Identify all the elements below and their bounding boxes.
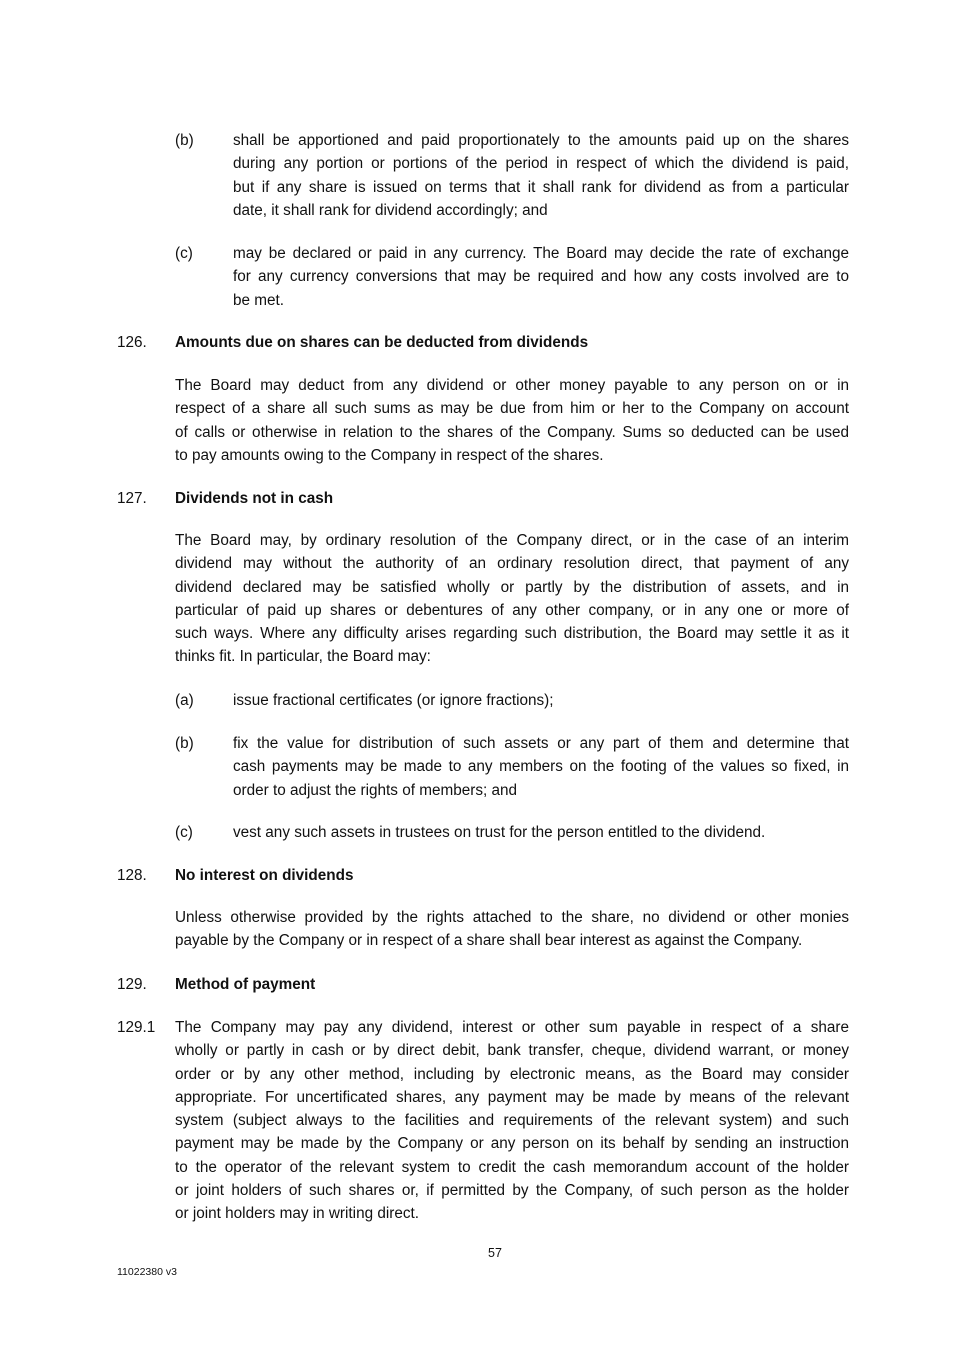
page-number: 57 [488, 1246, 502, 1260]
section-heading: Dividends not in cash [175, 490, 334, 507]
item-text: shall be apportioned and paid proportionately to the amounts paid up on the shares during any portion or portions of the period in respect of which the dividend is paid, but if any share is issued on terms that it shall rank for dividend as from a particular date, it shall rank for dividend accordingly; and [233, 132, 849, 219]
item-text: issue fractional certificates (or ignore fractions); [233, 692, 554, 709]
subclause-number: 129.1 [117, 1019, 156, 1036]
section-heading: Amounts due on shares can be deducted from dividends [175, 334, 589, 351]
item-label: (b) [175, 132, 194, 149]
section-number: 128. [117, 867, 147, 884]
section-heading: Method of payment [175, 976, 316, 993]
section-body: The Board may, by ordinary resolution of the Company direct, or in the case of an interim dividend may without the authority of an ordinary resolution direct, that payment of any dividend declared may be satisfied wholly or partly by the distribution of assets, and in particular of paid up shares or debentures of any other company, or in any one or more of such ways. Where any difficulty arises regarding such distribution, the Board may settle it as it thinks fit. In particular, the Board may: [175, 532, 849, 666]
item-label: (b) [175, 735, 194, 752]
item-label: (c) [175, 824, 193, 841]
document-reference: 11022380 v3 [117, 1266, 177, 1278]
section-number: 129. [117, 976, 147, 993]
item-label: (a) [175, 692, 194, 709]
section-number: 126. [117, 334, 147, 351]
section-body: Unless otherwise provided by the rights attached to the share, no dividend or other monies payable by the Company or in respect of a share shall bear interest as against the Company. [175, 909, 849, 950]
item-text: fix the value for distribution of such assets or any part of them and determine that cash payments may be made to any members on the footing of the values so fixed, in order to adjust the rights of members; and [233, 735, 849, 799]
subclause-text: The Company may pay any dividend, interest or other sum payable in respect of a share wholly or partly in cash or by direct debit, bank transfer, cheque, dividend warrant, or money order or by any other method, including by electronic means, as the Board may consider appropriate. For uncertificated shares, any payment may be made by means of the relevant system (subject always to the facilities and requirements of the relevant system) and such payment may be made by the Company or any person on its behalf by sending an instruction to the operator of the relevant system to credit the cash memorandum account of the holder or joint holders of such shares or, if permitted by the Company, of such person as the holder or joint holders may in writing direct. [175, 1019, 849, 1223]
item-label: (c) [175, 245, 193, 262]
item-text: vest any such assets in trustees on trust for the person entitled to the dividend. [233, 824, 766, 841]
item-text: may be declared or paid in any currency. The Board may decide the rate of exchange for any currency conversions that may be required and how any costs involved are to be met. [233, 245, 849, 309]
section-number: 127. [117, 490, 147, 507]
section-heading: No interest on dividends [175, 867, 354, 884]
section-body: The Board may deduct from any dividend or other money payable to any person on or in respect of a share all such sums as may be due from him or her to the Company on account of calls or otherwise in relation to the shares of the Company. Sums so deducted can be used to pay amounts owing to the Company in respect of the shares. [175, 377, 849, 464]
